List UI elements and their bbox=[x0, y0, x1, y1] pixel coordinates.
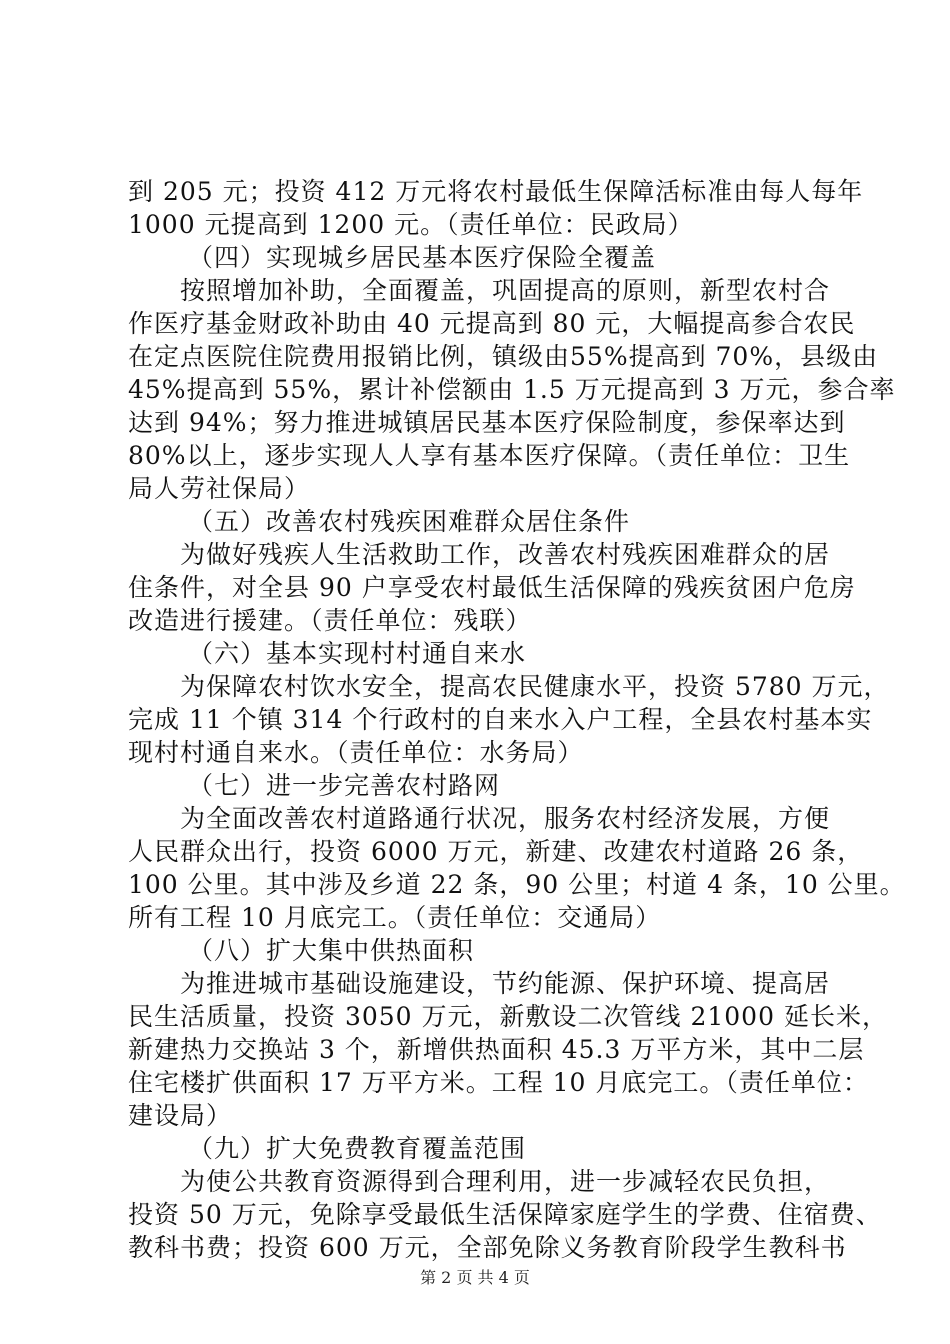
text-line: 为使公共教育资源得到合理利用，进一步减轻农民负担， bbox=[180, 1167, 831, 1196]
page-number-label: 第 2 页 共 4 页 bbox=[420, 1268, 530, 1287]
section-heading: （八）扩大集中供热面积 bbox=[188, 936, 475, 965]
document-body bbox=[128, 175, 906, 1264]
text-line: 达到 94%；努力推进城镇居民基本医疗保险制度，参保率达到 bbox=[128, 408, 846, 437]
text-line: 民生活质量，投资 3050 万元，新敷设二次管线 21000 延长米， bbox=[128, 1002, 888, 1031]
page-footer bbox=[0, 1265, 950, 1288]
text-line: 住条件，对全县 90 户享受农村最低生活保障的残疾贫困户危房 bbox=[128, 573, 856, 602]
text-line: 80%以上，逐步实现人人享有基本医疗保障。（责任单位：卫生 bbox=[128, 441, 851, 470]
text-line: 为做好残疾人生活救助工作，改善农村残疾困难群众的居 bbox=[180, 540, 831, 569]
text-line: 改造进行援建。（责任单位：残联） bbox=[128, 606, 532, 635]
text-line: 投资 50 万元，免除享受最低生活保障家庭学生的学费、住宿费、 bbox=[128, 1200, 882, 1229]
text-line: 在定点医院住院费用报销比例，镇级由55%提高到 70%，县级由 bbox=[128, 342, 879, 371]
section-heading: （五）改善农村残疾困难群众居住条件 bbox=[188, 507, 631, 536]
text-line: 所有工程 10 月底完工。（责任单位：交通局） bbox=[128, 903, 662, 932]
text-line: 按照增加补助，全面覆盖，巩固提高的原则，新型农村合 bbox=[180, 276, 831, 305]
section-heading: （六）基本实现村村通自来水 bbox=[188, 639, 527, 668]
section-heading: （九）扩大免费教育覆盖范围 bbox=[188, 1134, 527, 1163]
text-line: 现村村通自来水。（责任单位：水务局） bbox=[128, 738, 584, 767]
text-line: 人民群众出行，投资 6000 万元，新建、改建农村道路 26 条， bbox=[128, 837, 864, 866]
text-line: 住宅楼扩供面积 17 万平方米。工程 10 月底完工。（责任单位： bbox=[128, 1068, 869, 1097]
text-line: 新建热力交换站 3 个，新增供热面积 45.3 万平方米，其中二层 bbox=[128, 1035, 865, 1064]
text-line: 作医疗基金财政补助由 40 元提高到 80 元，大幅提高参合农民 bbox=[128, 309, 856, 338]
section-heading: （四）实现城乡居民基本医疗保险全覆盖 bbox=[188, 243, 657, 272]
text-line: 到 205 元；投资 412 万元将农村最低生保障活标准由每人每年 bbox=[128, 177, 864, 206]
section-heading: （七）进一步完善农村路网 bbox=[188, 771, 501, 800]
text-line: 为全面改善农村道路通行状况，服务农村经济发展，方便 bbox=[180, 804, 831, 833]
text-line: 1000 元提高到 1200 元。（责任单位：民政局） bbox=[128, 210, 694, 239]
text-line: 为保障农村饮水安全，提高农民健康水平，投资 5780 万元， bbox=[180, 672, 890, 701]
text-line: 教科书费；投资 600 万元，全部免除义务教育阶段学生教科书 bbox=[128, 1233, 847, 1262]
text-line: 45%提高到 55%，累计补偿额由 1.5 万元提高到 3 万元，参合率 bbox=[128, 375, 896, 404]
text-line: 完成 11 个镇 314 个行政村的自来水入户工程，全县农村基本实 bbox=[128, 705, 873, 734]
text-line: 为推进城市基础设施建设，节约能源、保护环境、提高居 bbox=[180, 969, 831, 998]
text-line: 100 公里。其中涉及乡道 22 条，90 公里；村道 4 条，10 公里。 bbox=[128, 870, 906, 899]
text-line: 建设局） bbox=[128, 1101, 233, 1130]
text-line: 局人劳社保局） bbox=[128, 474, 311, 503]
